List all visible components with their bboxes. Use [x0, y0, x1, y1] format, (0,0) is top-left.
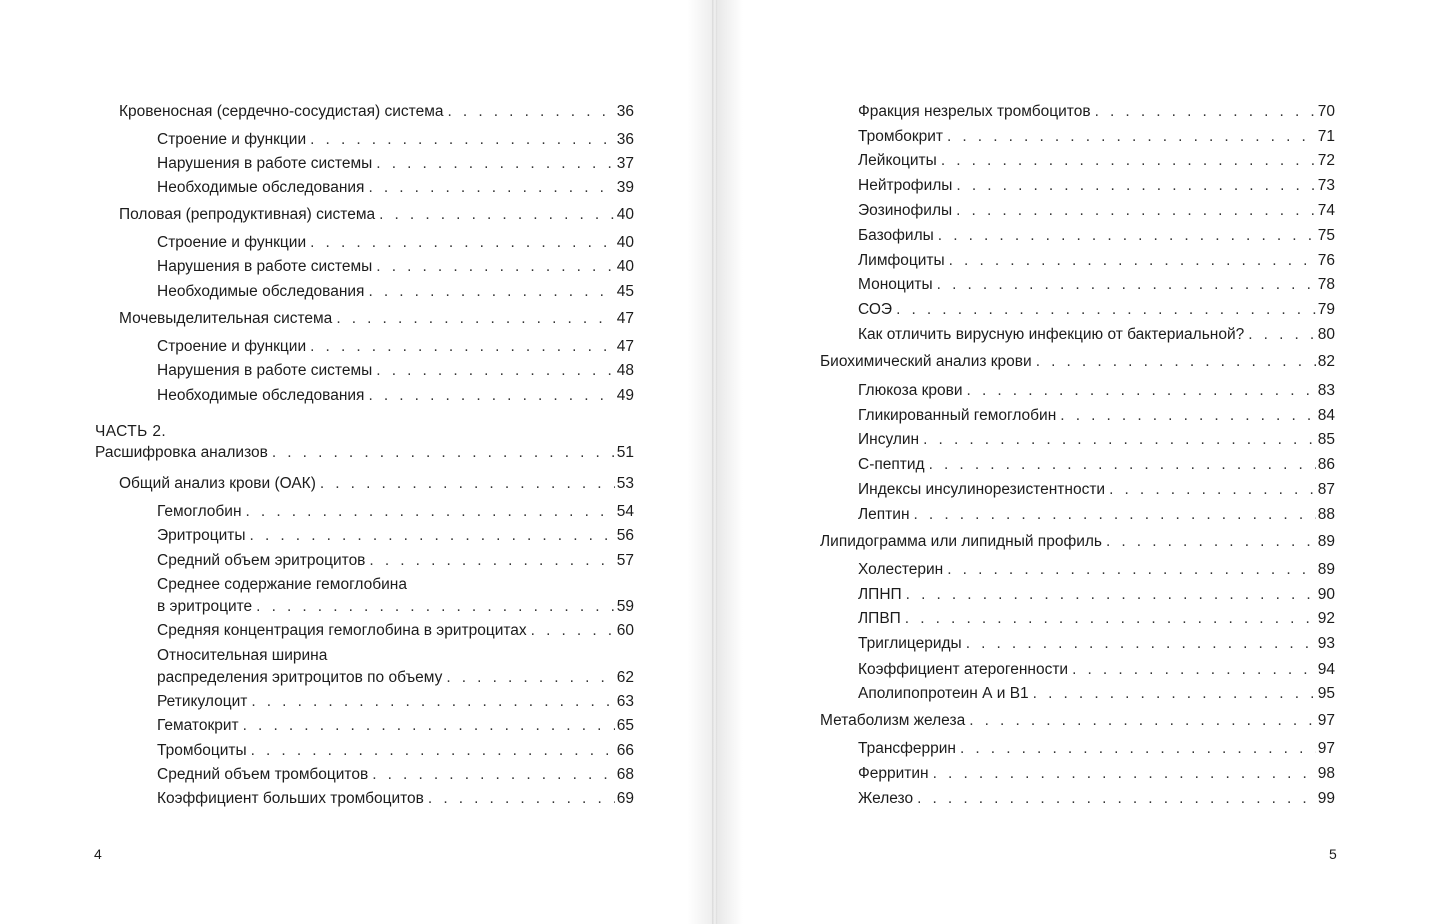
dot-leader	[933, 764, 1316, 784]
toc-entry-title: Средняя концентрация гемоглобина в эритроцитах	[157, 622, 527, 639]
dot-leader	[256, 597, 615, 617]
toc-entry-title: Ретикулоцит	[157, 693, 248, 710]
toc-entry[interactable]	[157, 597, 634, 617]
toc-entry-title: Инсулин	[858, 431, 920, 448]
dot-leader	[251, 692, 614, 712]
toc-entry-page-number: 92	[1317, 610, 1335, 627]
toc-entry-title: Метаболизм железа	[820, 712, 966, 729]
toc-entry-title: Необходимые обследования	[157, 179, 365, 196]
toc-entry[interactable]	[858, 585, 1335, 605]
toc-entry-page-number: 53	[616, 475, 634, 492]
toc-entry-title: Индексы инсулинорезистентности	[858, 481, 1106, 498]
toc-entry-page-number: 71	[1317, 128, 1335, 145]
toc-entry-page-number: 36	[616, 131, 634, 148]
toc-entry-page-number: 68	[616, 766, 634, 783]
toc-entry-page-number: 60	[616, 622, 634, 639]
toc-entry-page-number: 99	[1317, 790, 1335, 807]
toc-entry[interactable]	[157, 361, 634, 381]
toc-entry-page-number: 80	[1317, 326, 1335, 343]
toc-entry-title: Эритроциты	[157, 527, 246, 544]
dot-leader	[250, 526, 615, 546]
page-number: 5	[1329, 846, 1337, 862]
toc-entry[interactable]	[858, 176, 1335, 196]
toc-entry-title: Необходимые обследования	[157, 283, 365, 300]
left-page	[0, 0, 713, 924]
toc-entry-title: Ферритин	[858, 765, 929, 782]
toc-entry[interactable]	[820, 352, 1335, 372]
toc-entry[interactable]	[119, 309, 634, 329]
toc-entry[interactable]	[858, 127, 1335, 147]
toc-entry[interactable]	[820, 532, 1335, 552]
dot-leader	[446, 668, 614, 688]
toc-entry-title: Трансферрин	[858, 740, 956, 757]
toc-entry[interactable]	[157, 789, 634, 809]
toc-entry-page-number: 79	[1317, 301, 1335, 318]
toc-entry-title: Моноциты	[858, 276, 933, 293]
dot-leader	[947, 127, 1316, 147]
dot-leader	[336, 309, 614, 329]
toc-entry-title: в эритроците	[157, 598, 253, 615]
toc-entry[interactable]	[858, 505, 1335, 525]
dot-leader	[310, 337, 615, 357]
toc-entry-page-number: 76	[1317, 252, 1335, 269]
toc-entry-title: Гематокрит	[157, 717, 239, 734]
dot-leader	[1060, 406, 1315, 426]
toc-entry-title: Базофилы	[858, 227, 934, 244]
gutter-shadow	[687, 0, 713, 924]
toc-entry[interactable]	[858, 560, 1335, 580]
toc-entry[interactable]	[157, 282, 634, 302]
dot-leader	[929, 455, 1316, 475]
dot-leader	[960, 739, 1316, 759]
toc-entry-page-number: 83	[1317, 382, 1335, 399]
toc-entry-page-number: 97	[1317, 712, 1335, 729]
dot-leader	[448, 102, 615, 122]
dot-leader	[1033, 684, 1316, 704]
dot-leader	[941, 151, 1316, 171]
toc-entry-page-number: 73	[1317, 177, 1335, 194]
dot-leader	[1248, 325, 1316, 345]
toc-entry-page-number: 69	[616, 790, 634, 807]
gutter-shadow	[717, 0, 743, 924]
dot-leader	[376, 361, 614, 381]
toc-entry-title: Мочевыделительная система	[119, 310, 333, 327]
toc-entry-title: Липидограмма или липидный профиль	[820, 533, 1102, 550]
dot-leader	[905, 609, 1316, 629]
toc-entry[interactable]	[858, 381, 1335, 401]
dot-leader	[923, 430, 1316, 450]
toc-entry-title: Половая (репродуктивная) система	[119, 206, 376, 223]
toc-entry-title: Коэффициент больших тромбоцитов	[157, 790, 424, 807]
dot-leader	[310, 130, 615, 150]
dot-leader	[368, 282, 614, 302]
toc-entry-page-number: 70	[1317, 103, 1335, 120]
toc-entry[interactable]	[858, 455, 1335, 475]
dot-leader	[368, 386, 614, 406]
toc-entry-page-number: 65	[616, 717, 634, 734]
toc-entry-title: Эозинофилы	[858, 202, 953, 219]
toc-entry[interactable]	[858, 684, 1335, 704]
dot-leader	[369, 551, 614, 571]
toc-entry-page-number: 89	[1317, 561, 1335, 578]
toc-entry-page-number: 40	[616, 206, 634, 223]
toc-entry[interactable]	[119, 205, 634, 225]
dot-leader	[320, 474, 615, 494]
right-page	[717, 0, 1431, 924]
toc-entry-page-number: 47	[616, 338, 634, 355]
toc-entry-title: С-пептид	[858, 456, 925, 473]
dot-leader	[956, 201, 1316, 221]
toc-entry-title: Аполипопротеин А и В1	[858, 685, 1029, 702]
dot-leader	[1106, 532, 1316, 552]
toc-entry-page-number: 66	[616, 742, 634, 759]
toc-entry-page-number: 51	[616, 444, 634, 461]
toc-entry-page-number: 97	[1317, 740, 1335, 757]
toc-entry-title: Глюкоза крови	[858, 382, 963, 399]
toc-entry-page-number: 49	[616, 387, 634, 404]
toc-entry-title: ЛПНП	[858, 586, 902, 603]
dot-leader	[967, 381, 1316, 401]
toc-entry[interactable]	[157, 621, 634, 641]
toc-entry-title: Железо	[858, 790, 914, 807]
toc-entry-page-number: 62	[616, 669, 634, 686]
toc-entry-page-number: 47	[616, 310, 634, 327]
toc-entry-page-number: 78	[1317, 276, 1335, 293]
toc-entry[interactable]	[858, 151, 1335, 171]
toc-entry[interactable]	[858, 325, 1335, 345]
toc-entry-title: Фракция незрелых тромбоцитов	[858, 103, 1091, 120]
toc-entry-title-line: Среднее содержание гемоглобина	[157, 576, 407, 593]
toc-entry[interactable]	[858, 480, 1335, 500]
dot-leader	[251, 741, 615, 761]
toc-entry-page-number: 90	[1317, 586, 1335, 603]
toc-entry-title: распределения эритроцитов по объему	[157, 669, 443, 686]
dot-leader	[956, 176, 1315, 196]
toc-entry-title: Тромбоциты	[157, 742, 247, 759]
toc-entry-title: Как отличить вирусную инфекцию от бактериальной?	[858, 326, 1245, 343]
toc-entry-page-number: 88	[1317, 506, 1335, 523]
toc-entry-page-number: 40	[616, 258, 634, 275]
dot-leader	[246, 502, 615, 522]
toc-entry-title: Строение и функции	[157, 234, 307, 251]
toc-entry[interactable]	[858, 102, 1335, 122]
toc-entry-page-number: 84	[1317, 407, 1335, 424]
toc-entry[interactable]	[858, 201, 1335, 221]
toc-entry[interactable]	[858, 739, 1335, 759]
toc-entry[interactable]	[157, 668, 634, 688]
toc-entry-title: Лейкоциты	[858, 152, 937, 169]
dot-leader	[272, 443, 615, 463]
toc-entry[interactable]	[157, 502, 634, 522]
dot-leader	[310, 233, 615, 253]
toc-entry[interactable]	[119, 102, 634, 122]
dot-leader	[937, 275, 1316, 295]
toc-entry-title-line: Относительная ширина	[157, 647, 328, 664]
toc-entry-title: Тромбокрит	[858, 128, 943, 145]
toc-entry[interactable]	[95, 443, 634, 463]
toc-entry-title: Холестерин	[858, 561, 944, 578]
dot-leader	[428, 789, 615, 809]
toc-entry[interactable]	[858, 430, 1335, 450]
toc-entry-title: Биохимический анализ крови	[820, 353, 1032, 370]
toc-entry-title: Нейтрофилы	[858, 177, 953, 194]
toc-entry[interactable]	[157, 178, 634, 198]
toc-entry-title: Строение и функции	[157, 338, 307, 355]
toc-entry-page-number: 63	[616, 693, 634, 710]
toc-entry-page-number: 57	[616, 552, 634, 569]
toc-entry-title: Лептин	[858, 506, 910, 523]
toc-entry[interactable]	[157, 233, 634, 253]
toc-entry[interactable]	[858, 609, 1335, 629]
toc-entry[interactable]	[858, 764, 1335, 784]
dot-leader	[896, 300, 1316, 320]
toc-entry[interactable]	[157, 257, 634, 277]
toc-entry-page-number: 59	[616, 598, 634, 615]
toc-entry-page-number: 75	[1317, 227, 1335, 244]
toc-entry[interactable]	[157, 154, 634, 174]
toc-entry-title: Средний объем эритроцитов	[157, 552, 366, 569]
toc-entry-page-number: 89	[1317, 533, 1335, 550]
toc-entry-title: ЛПВП	[858, 610, 901, 627]
dot-leader	[379, 205, 615, 225]
toc-entry[interactable]	[858, 300, 1335, 320]
toc-entry-title: Гемоглобин	[157, 503, 242, 520]
part-label: ЧАСТЬ 2.	[95, 423, 167, 440]
dot-leader	[914, 505, 1316, 525]
toc-entry-page-number: 37	[616, 155, 634, 172]
toc-entry-title: Коэффициент атерогенности	[858, 661, 1069, 678]
toc-entry[interactable]	[157, 765, 634, 785]
toc-entry-page-number: 86	[1317, 456, 1335, 473]
toc-entry-page-number: 72	[1317, 152, 1335, 169]
toc-entry-page-number: 93	[1317, 635, 1335, 652]
toc-entry[interactable]	[858, 226, 1335, 246]
dot-leader	[966, 634, 1316, 654]
toc-entry[interactable]	[858, 275, 1335, 295]
toc-entry[interactable]	[858, 251, 1335, 271]
toc-entry-page-number: 40	[616, 234, 634, 251]
toc-entry-title: Нарушения в работе системы	[157, 362, 373, 379]
dot-leader	[376, 154, 614, 174]
toc-entry-title: Общий анализ крови (ОАК)	[119, 475, 316, 492]
toc-entry[interactable]	[157, 130, 634, 150]
toc-entry-title: Средний объем тромбоцитов	[157, 766, 369, 783]
toc-entry[interactable]	[858, 789, 1335, 809]
toc-entry[interactable]	[157, 337, 634, 357]
toc-entry[interactable]	[858, 634, 1335, 654]
dot-leader	[243, 716, 615, 736]
toc-entry-title: Необходимые обследования	[157, 387, 365, 404]
toc-entry[interactable]	[157, 741, 634, 761]
toc-entry[interactable]	[157, 526, 634, 546]
dot-leader	[1072, 660, 1316, 680]
toc-entry-page-number: 48	[616, 362, 634, 379]
dot-leader	[949, 251, 1316, 271]
toc-entry-title: Лимфоциты	[858, 252, 945, 269]
toc-entry-title: Гликированный гемоглобин	[858, 407, 1057, 424]
toc-entry-page-number: 87	[1317, 481, 1335, 498]
toc-entry-page-number: 95	[1317, 685, 1335, 702]
dot-leader	[1095, 102, 1316, 122]
toc-entry-title: Расшифровка анализов	[95, 444, 268, 461]
toc-entry[interactable]	[858, 406, 1335, 426]
toc-entry-page-number: 36	[616, 103, 634, 120]
toc-entry-page-number: 56	[616, 527, 634, 544]
toc-entry-page-number: 82	[1317, 353, 1335, 370]
toc-entry-title: Строение и функции	[157, 131, 307, 148]
toc-entry-page-number: 54	[616, 503, 634, 520]
dot-leader	[368, 178, 614, 198]
dot-leader	[372, 765, 615, 785]
dot-leader	[906, 585, 1316, 605]
toc-entry[interactable]	[858, 660, 1335, 680]
dot-leader	[1036, 352, 1316, 372]
toc-entry[interactable]	[157, 716, 634, 736]
toc-entry[interactable]	[157, 551, 634, 571]
toc-entry-page-number: 74	[1317, 202, 1335, 219]
toc-entry[interactable]	[157, 386, 634, 406]
toc-entry-page-number: 85	[1317, 431, 1335, 448]
toc-entry[interactable]	[820, 711, 1335, 731]
toc-entry-page-number: 94	[1317, 661, 1335, 678]
toc-entry[interactable]	[157, 692, 634, 712]
toc-entry-title: Нарушения в работе системы	[157, 155, 373, 172]
toc-entry-title: СОЭ	[858, 301, 893, 318]
toc-entry-page-number: 39	[616, 179, 634, 196]
dot-leader	[947, 560, 1316, 580]
dot-leader	[376, 257, 614, 277]
dot-leader	[1109, 480, 1316, 500]
toc-entry-title: Триглицериды	[858, 635, 962, 652]
dot-leader	[938, 226, 1316, 246]
dot-leader	[917, 789, 1316, 809]
toc-entry-title: Нарушения в работе системы	[157, 258, 373, 275]
toc-entry[interactable]	[119, 474, 634, 494]
toc-entry-page-number: 98	[1317, 765, 1335, 782]
toc-entry-page-number: 45	[616, 283, 634, 300]
dot-leader	[531, 621, 615, 641]
page-number: 4	[94, 846, 102, 862]
toc-entry-title: Кровеносная (сердечно-сосудистая) система	[119, 103, 444, 120]
dot-leader	[969, 711, 1316, 731]
